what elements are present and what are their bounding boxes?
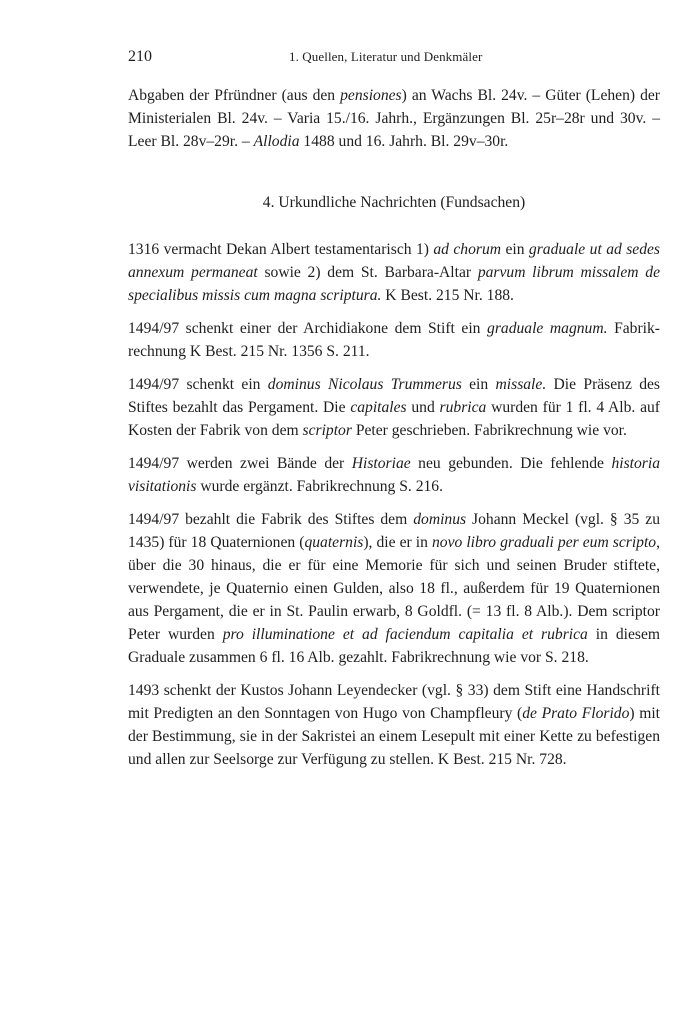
entry-1494-historiae: 1494/97 werden zwei Bände der Historiae neu gebunden. Die fehlende historia visitationis wurde ergänzt. Fabrikrechnung S. 216. — [128, 455, 660, 495]
entry-1494-meckel: 1494/97 bezahlt die Fabrik des Stiftes dem dominus Johann Meckel (vgl. § 35 zu 1435) für 18 Quaternionen (quaternis), die er in novo libro graduali per eum scripto, über die 30 hinaus, die er für eine Memorie für sich und seinen Bruder stiftete, verwendete, je Quaternio einen Gulden, also 18 fl., außerdem für 19 Quaternionen aus Pergament, die er in St. Paulin erwarb, 8 Goldfl. (= 13 fl. 8 Alb.). Dem scriptor Peter wurden pro illuminatione et ad faciendum capitalia et rubrica in diesem Graduale zusammen 6 fl. 16 Alb. gezahlt. Fabrikrechnung wie vor S. 218. — [128, 511, 661, 666]
entry-1494-graduale: 1494/97 schenkt einer der Archidiakone dem Stift ein graduale magnum. Fabrikrechnung K Best. 215 Nr. 1356 S. 211. — [128, 320, 660, 360]
entry-1493-leyendecker: 1493 schenkt der Kustos Johann Leyendecker (vgl. § 33) dem Stift eine Handschrift mit Predigten an den Sonntagen von Hugo von Champfleury (de Prato Florido) mit der Bestimmung, sie in der Sakristei an einem Lesepult mit einer Kette zu befestigen und allen zur Seelsorge zur Verfügung zu stellen. K Best. 215 Nr. 728. — [128, 682, 660, 768]
running-title: 1. Quellen, Literatur und Denkmäler — [289, 49, 483, 64]
section-heading: 4. Urkundliche Nachrichten (Fundsachen) — [262, 194, 526, 211]
running-head — [128, 48, 660, 68]
main-text — [128, 84, 660, 781]
entry-1494-missale: 1494/97 schenkt ein dominus Nicolaus Trummerus ein missale. Die Präsenz des Stiftes bezahlt das Pergament. Die capitales und rubrica wurden für 1 fl. 4 Alb. auf Kosten der Fabrik von dem scriptor Peter geschrieben. Fabrikrechnung wie vor. — [128, 376, 660, 439]
entry-1316: 1316 vermacht Dekan Albert testamentarisch 1) ad chorum ein graduale ut ad sedes annexum permaneat sowie 2) dem St. Barbara-Altar parvum librum missalem de specialibus missis cum magna scriptura. K Best. 215 Nr. 188. — [128, 241, 660, 304]
page-number: 210 — [128, 48, 152, 65]
intro-paragraph: Abgaben der Pfründner (aus den pensiones) an Wachs Bl. 24v. – Güter (Lehen) der Ministerialen Bl. 24v. – Varia 15./16. Jahrh., Ergänzungen Bl. 25r–28r und 30v. – Leer Bl. 28v–29r. – Allodia 1488 und 16. Jahrh. Bl. 29v–30r. — [128, 87, 660, 150]
